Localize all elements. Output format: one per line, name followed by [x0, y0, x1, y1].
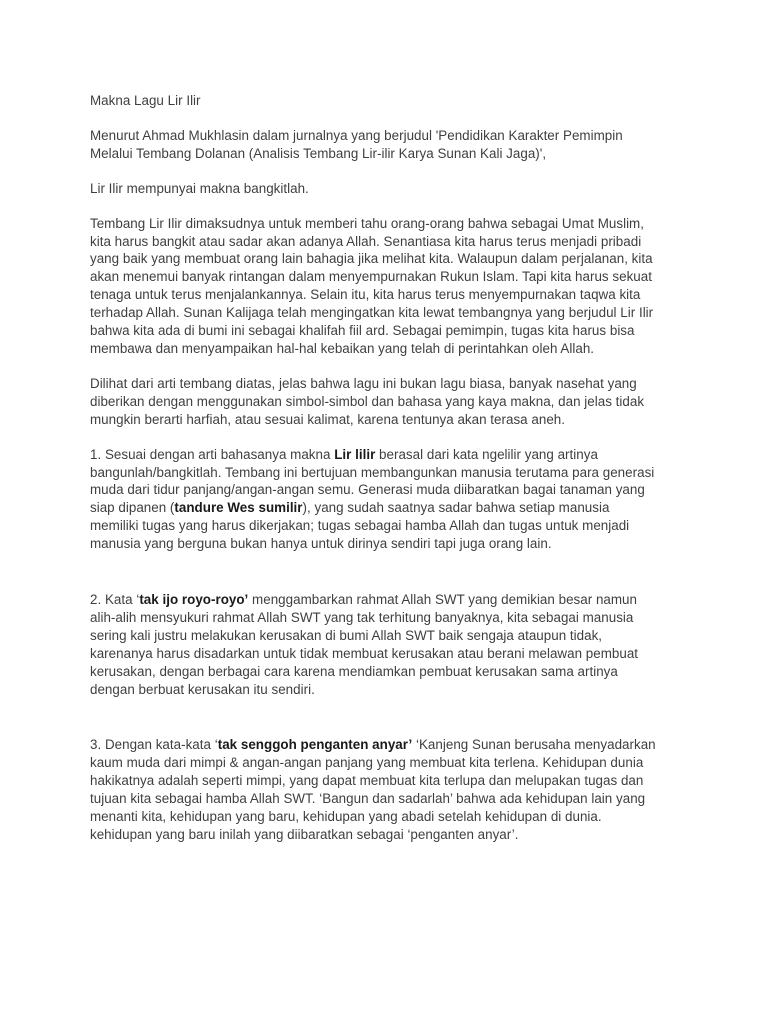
intro-paragraph: Menurut Ahmad Mukhlasin dalam jurnalnya yang berjudul 'Pendidikan Karakter Pemimpin Melalui Tembang Dolanan (Analisis Tembang Lir-ilir Karya Sunan Kali Jaga)', [90, 127, 623, 161]
meaning-paragraph: Lir Ilir mempunyai makna bangkitlah. [90, 180, 309, 196]
point-1-mid: berasal dari kata ngelilir yang artinya bangunlah/bangkitlah. Tembang ini bertujuan membangunkan manusia terutama para generasi muda dari tidur panjang/angan-angan semu. Generasi muda diibaratkan bagai tanaman yang siap dipanen ( [90, 446, 655, 516]
point-1-paragraph [90, 446, 682, 553]
point-3-lead: 3. Dengan kata-kata ‘ [90, 737, 218, 753]
point-3-tail: ‘Kanjeng Sunan berusaha menyadarkan kaum muda dari mimpi & angan-angan panjang yang membuat kita terlena. Kehidupan dunia hakikatnya adalah seperti mimpi, yang dapat membuat kita terlupa dan melupakan tugas dan tujuan kita sebagai hamba Allah SWT. ‘Bangun dan sadarlah’ bahwa ada kehidupan lain yang menanti kita, kehidupan yang baru, kehidupan yang abadi setelah kehidupan di dunia. kehidupan yang baru inilah yang diibaratkan sebagai ‘penganten anyar’. [90, 737, 656, 842]
point-3-term: tak senggoh penganten anyar’ [217, 737, 413, 753]
point-2-lead: 2. Kata ‘ [90, 592, 140, 608]
point-1-tail: ), yang sudah saatnya sadar bahwa setiap manusia memiliki tugas yang harus dikerjakan; tugas sebagai hamba Allah dan tugas untuk menjadi manusia yang berguna bukan hanya untuk dirinya sendiri tapi juga orang lain. [90, 500, 630, 552]
point-2-term: tak ijo royo-royo’ [139, 592, 249, 608]
point-3-paragraph [90, 736, 682, 843]
point-1-term-tandure: tandure Wes sumilir [174, 500, 303, 516]
body-paragraph-2: Dilihat dari arti tembang diatas, jelas bahwa lagu ini bukan lagu biasa, banyak nasehat yang diberikan dengan menggunakan simbol-simbol dan bahasa yang kaya makna, dan jelas tidak mungkin berarti harfiah, atau sesuai kalimat, karena tentunya akan terasa aneh. [90, 375, 645, 427]
point-2-tail: menggambarkan rahmat Allah SWT yang demikian besar namun alih-alih mensyukuri rahmat Allah SWT yang tak terhitung banyaknya, kita sebagai manusia sering kali justru melakukan kerusakan di bumi Allah SWT baik sengaja ataupun tidak, karenanya harus disadarkan untuk tidak membuat kerusakan atau berani melawan pembuat kerusakan, dengan berbagai cara karena mendiamkan pembuat kerusakan sama artinya dengan berbuat kerusakan itu sendiri. [90, 592, 639, 697]
document-title: Makna Lagu Lir Ilir [90, 93, 201, 108]
point-1-lead: 1. Sesuai dengan arti bahasanya makna [90, 446, 335, 462]
document-body [90, 92, 682, 844]
body-paragraph-1: Tembang Lir Ilir dimaksudnya untuk memberi tahu orang-orang bahwa sebagai Umat Muslim, kita harus bangkit atau sadar akan adanya Allah. Senantiasa kita harus terus menjadi pribadi yang baik yang membuat orang lain bahagia jika melihat kita. Walaupun dalam perjalanan, kita akan menemui banyak rintangan dalam menyempurnakan Rukun Islam. Tapi kita harus sekuat tenaga untuk terus menjalankannya. Selain itu, kita harus terus menyempurnakan taqwa kita terhadap Allah. Sunan Kalijaga telah mengingatkan kita lewat tembangnya yang berjudul Lir Ilir bahwa kita ada di bumi ini sebagai khalifah fiil ard. Sebagai pemimpin, tugas kita harus bisa membawa dan menyampaikan hal-hal kebaikan yang telah di perintahkan oleh Allah. [90, 215, 654, 356]
point-1-term-lir-lilir: Lir lilir [334, 446, 376, 462]
point-2-paragraph [90, 591, 682, 698]
